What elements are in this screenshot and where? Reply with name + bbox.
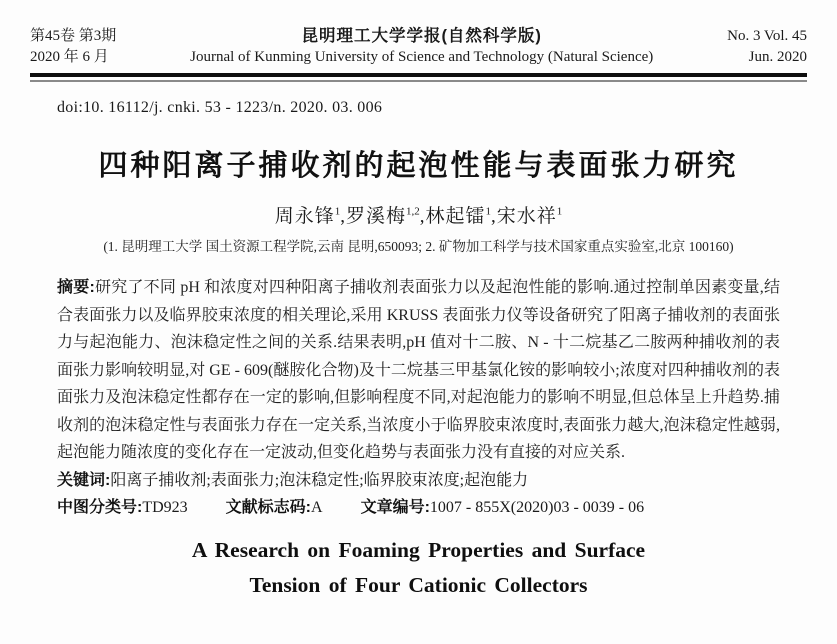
author-separator: , — [419, 206, 426, 227]
keywords-text: 阳离子捕收剂;表面张力;泡沫稳定性;临界胶束浓度;起泡能力 — [110, 471, 529, 489]
journal-name-cn: 昆明理工大学学报(自然科学版) — [301, 27, 542, 45]
article-id-label: 文章编号: — [360, 499, 430, 516]
author-affiliation-mark: 1 — [485, 205, 492, 218]
volume-issue-en: No. 3 Vol. 45 — [727, 28, 807, 44]
keywords-label: 关键词: — [57, 471, 111, 489]
author-name: 周永锋 — [274, 206, 335, 227]
article-title-cn: 四种阳离子捕收剂的起泡性能与表面张力研究 — [98, 150, 739, 182]
abstract — [57, 274, 780, 467]
article-id-value: 1007 - 855X(2020)03 - 0039 - 06 — [429, 499, 645, 516]
volume-issue: 第45卷 第3期 — [30, 28, 117, 44]
author-name: 林起镭 — [425, 206, 486, 227]
header-divider — [30, 73, 807, 82]
abstract-text: 研究了不同 pH 和浓度对四种阳离子捕收剂表面张力以及起泡性能的影响.通过控制单因素变量,结合表面张力以及临界胶束浓度的相关理论,采用 KRUSS 表面张力仪等设备研究了阳离子捕收剂的表面张力与起泡能力、泡沫稳定性之间的关系.结果表明,pH 值对十二胺、N - 十二烷基乙二胺两种捕收剂的表面张力影响较明显,对 GE - 609(醚胺化合物)及十二烷基三甲基氯化铵的影响较小;浓度对四种捕收剂的表面张力及泡沫稳定性都存在一定的影响,但影响程度不同,对起泡能力的影响不明显,但总体呈上升趋势.捕收剂的泡沫稳定性与表面张力存在一定关系,当浓度小于临界胶束浓度时,表面张力越大,泡沫稳定性越弱,起泡能力随浓度的变化存在一定波动,但变化趋势与表面张力没有直接的对应关系. — [57, 279, 780, 461]
header-journal-name — [116, 26, 727, 68]
header-issue-info — [30, 26, 116, 68]
divider-thick-rule — [30, 73, 807, 77]
journal-name-en: Journal of Kunming University of Science and Technology (Natural Science) — [190, 49, 654, 65]
author-affiliation-mark: 1 — [556, 205, 563, 218]
keywords-line — [57, 467, 780, 495]
author-separator: , — [491, 206, 497, 227]
journal-header — [30, 26, 807, 68]
author-affiliation-mark: 1,2 — [406, 205, 420, 218]
author-affiliation-mark: 1 — [334, 205, 341, 218]
classification-line — [57, 494, 780, 522]
publish-date-cn: 2020 年 6 月 — [30, 49, 109, 65]
doi: doi:10. 16112/j. cnki. 53 - 1223/n. 2020. 03. 006 — [57, 99, 383, 116]
divider-thin-rule — [30, 80, 807, 82]
doc-code-label: 文献标志码: — [225, 499, 312, 516]
publish-date-en: Jun. 2020 — [748, 49, 807, 65]
clc-value: TD923 — [142, 499, 188, 516]
article-title-en-line1: A Research on Foaming Properties and Surface — [191, 537, 646, 562]
header-issue-info-en — [727, 26, 807, 68]
clc-label: 中图分类号: — [57, 499, 143, 516]
author-name: 罗溪梅 — [345, 206, 406, 227]
article-title-en-line2: Tension of Four Cationic Collectors — [249, 572, 588, 597]
author-name: 宋水祥 — [496, 206, 557, 227]
authors-line — [0, 201, 837, 228]
article-title-en — [0, 533, 837, 603]
abstract-label: 摘要: — [57, 279, 95, 296]
affiliation: (1. 昆明理工大学 国土资源工程学院,云南 昆明,650093; 2. 矿物加工科学与技术国家重点实验室,北京 100160) — [103, 239, 734, 254]
doc-code-value: A — [311, 499, 323, 516]
author-separator: , — [340, 206, 346, 227]
